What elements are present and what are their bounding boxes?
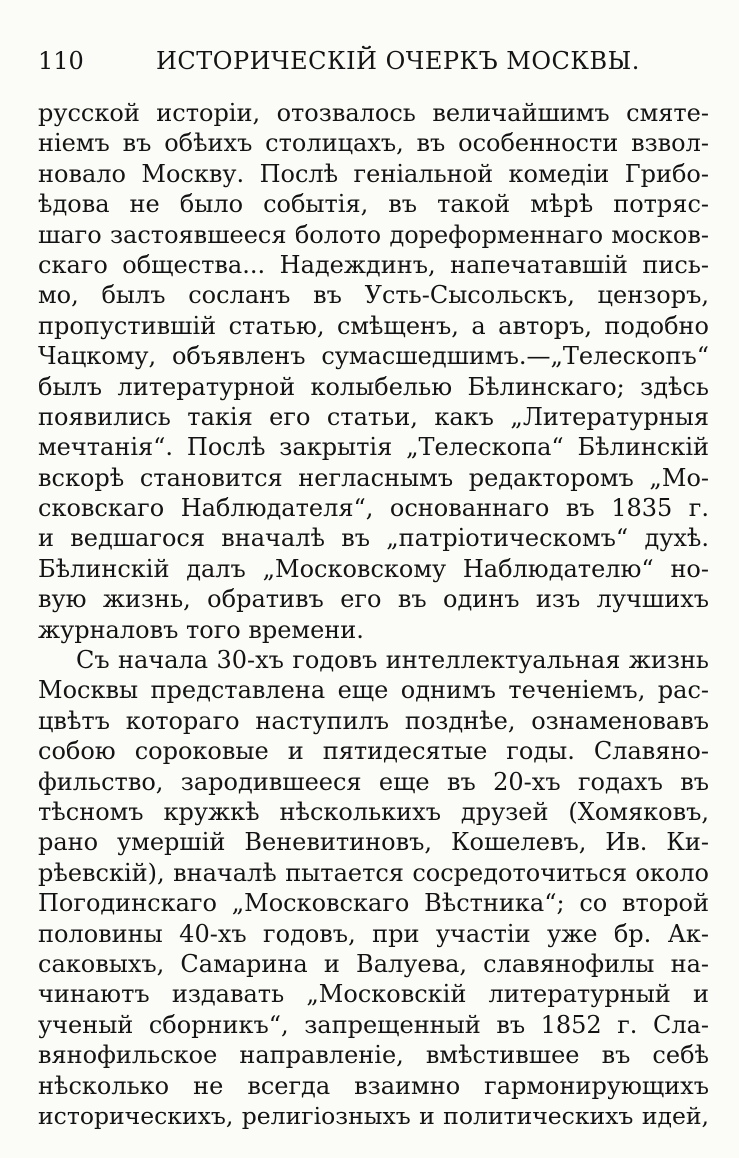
text-line: вянофильское направленіе, вмѣстившее въ себѣ	[38, 1041, 709, 1070]
text-line: ѣдова не было событія, въ такой мѣрѣ потряс-	[38, 190, 709, 219]
text-line: чинаютъ издавать „Московскій литературный и	[38, 980, 709, 1009]
text-line: нѣсколько не всегда взаимно гармонирующихъ	[38, 1071, 709, 1100]
text-line: Погодинскаго „Московскаго Вѣстника“; со второй	[38, 889, 709, 918]
text-line: новало Москву. Послѣ геніальной комедіи Грибо-	[38, 159, 709, 188]
text-line: скаго общества... Надеждинъ, напечатавшій пись-	[38, 250, 709, 279]
text-line: вскорѣ становится негласнымъ редакторомъ „Мо-	[38, 463, 709, 492]
text-line: ученый сборникъ“, запрещенный въ 1852 г. Сла-	[38, 1010, 709, 1039]
body-text	[38, 98, 709, 1131]
text-line: саковыхъ, Самарина и Валуева, славянофилы на-	[38, 949, 709, 978]
text-line: былъ литературной колыбелью Бѣлинскаго; здѣсь	[38, 372, 709, 401]
text-line: появились такія его статьи, какъ „Литературныя	[38, 402, 709, 431]
text-line: Бѣлинскій далъ „Московскому Наблюдателю“ но-	[38, 554, 709, 583]
text-line: шаго застоявшееся болото дореформеннаго москов-	[38, 220, 709, 249]
text-line: мечтанія“. Послѣ закрытія „Телескопа“ Бѣлинскій	[38, 433, 709, 462]
text-line: пропустившій статью, смѣщенъ, а авторъ, подобно	[38, 311, 709, 340]
text-line: Москвы представлена еще однимъ теченіемъ, рас-	[38, 676, 709, 705]
text-line: ніемъ въ обѣихъ столицахъ, въ особенности взвол-	[38, 129, 709, 158]
text-line: тѣсномъ кружкѣ нѣсколькихъ друзей (Хомяковъ,	[38, 797, 709, 826]
text-line: Чацкому, объявленъ сумасшедшимъ.—„Телескопъ“	[38, 342, 709, 371]
text-line: русской исторіи, отозвалось величайшимъ смяте-	[38, 99, 709, 127]
text-line: рано умершій Веневитиновъ, Кошелевъ, Ив. Ки-	[38, 828, 709, 857]
page-header	[38, 44, 709, 78]
text-line: вую жизнь, обративъ его въ одинъ изъ лучшихъ	[38, 585, 709, 614]
page-number: 110	[38, 47, 84, 75]
text-line: мо, былъ сосланъ въ Усть-Сысольскъ, цензоръ,	[38, 281, 709, 310]
text-line: и ведшагося вначалѣ въ „патріотическомъ“ духѣ.	[38, 524, 709, 553]
text-line: цвѣтъ котораго наступилъ позднѣе, ознаменовавъ	[38, 706, 709, 735]
text-line: половины 40-хъ годовъ, при участіи уже бр. Ак-	[38, 919, 709, 948]
running-title: ИСТОРИЧЕСКІЙ ОЧЕРКЪ МОСКВЫ.	[156, 47, 640, 75]
text-line: историческихъ, религіозныхъ и политическихъ идей,	[38, 1101, 709, 1130]
text-line: журналовъ того времени.	[38, 615, 364, 644]
text-line: рѣевскій), вначалѣ пытается сосредоточиться около	[38, 858, 709, 887]
text-line: Съ начала 30-хъ годовъ интеллектуальная жизнь	[76, 646, 709, 675]
text-line: собою сороковые и пятидесятые годы. Славяно-	[38, 737, 709, 766]
text-line: сковскаго Наблюдателя“, основаннаго въ 1835 г.	[38, 494, 709, 523]
text-line: фильство, зародившееся еще въ 20-хъ годахъ въ	[38, 767, 709, 796]
